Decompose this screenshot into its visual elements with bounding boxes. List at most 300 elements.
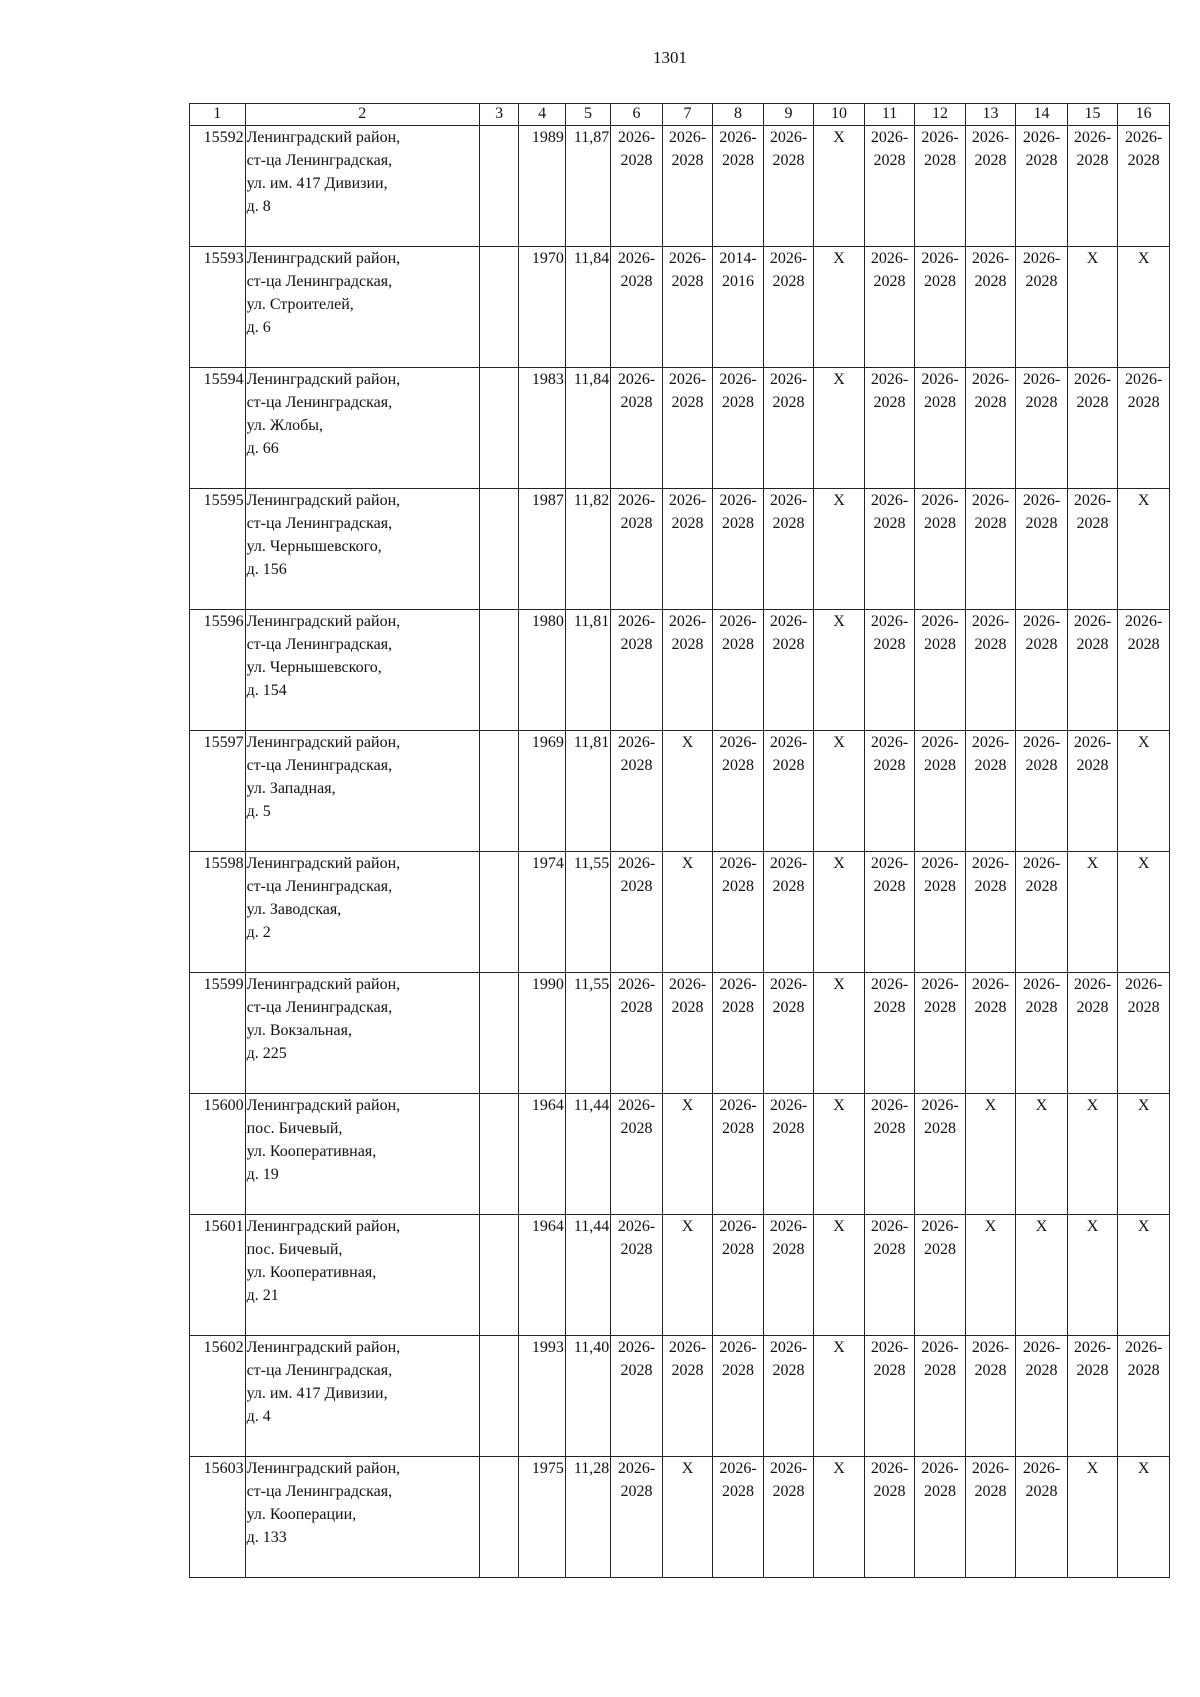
- column-header-14: 14: [1016, 104, 1068, 126]
- period-start: 2026-: [971, 129, 1010, 146]
- period-end: 2028: [974, 1362, 1007, 1379]
- value-cell: 11,82: [565, 489, 610, 610]
- period-cell-col-14: [1016, 489, 1068, 610]
- address-line: д. 2: [246, 924, 271, 941]
- period-cell-col-10: [814, 489, 865, 610]
- period-cell-col-7: [662, 1215, 713, 1336]
- table-row: [190, 1215, 1170, 1336]
- value-cell: 11,40: [565, 1336, 610, 1457]
- period-start: Х: [833, 734, 845, 751]
- year-cell: 1969: [519, 731, 565, 852]
- period-start: 2026-: [921, 129, 959, 146]
- period-cell-col-10: [814, 126, 865, 247]
- period-cell-col-16: [1118, 126, 1170, 247]
- period-start: 2026-: [719, 613, 757, 630]
- period-cell-col-16: [1118, 1094, 1170, 1215]
- record-number: 15601: [190, 1215, 246, 1336]
- period-end: 2028: [620, 636, 653, 653]
- period-end: 2028: [974, 999, 1007, 1016]
- period-cell-col-9: [763, 852, 814, 973]
- period-cell-col-14: [1016, 610, 1068, 731]
- period-cell-col-10: [814, 973, 865, 1094]
- period-end: 2028: [1025, 1362, 1058, 1379]
- period-end: 2028: [671, 394, 704, 411]
- period-start: 2026-: [617, 371, 656, 388]
- period-start: 2026-: [971, 1339, 1010, 1356]
- column-header-5: 5: [565, 104, 610, 126]
- period-start: Х: [833, 492, 845, 509]
- period-cell-col-8: [713, 731, 764, 852]
- period-cell-col-12: [915, 731, 966, 852]
- period-end: 2028: [772, 1362, 805, 1379]
- period-end: 2028: [974, 1483, 1007, 1500]
- period-start: 2026-: [1022, 613, 1061, 630]
- column-header-15: 15: [1067, 104, 1118, 126]
- period-end: 2028: [1025, 394, 1058, 411]
- period-start: Х: [1137, 492, 1150, 509]
- address-line: Ленинградский район,: [246, 613, 401, 630]
- period-end: 2028: [974, 394, 1007, 411]
- period-start: 2026-: [1073, 492, 1112, 509]
- period-end: 2028: [722, 757, 755, 774]
- address-line: пос. Бичевый,: [246, 1120, 343, 1137]
- period-end: 2028: [974, 152, 1007, 169]
- registry-table: [189, 103, 1170, 1578]
- period-cell-col-12: [915, 247, 966, 368]
- address-cell: [245, 852, 479, 973]
- period-start: 2026-: [668, 976, 707, 993]
- period-end: 2028: [1025, 273, 1058, 290]
- table-row: [190, 368, 1170, 489]
- period-end: 2028: [1127, 636, 1160, 653]
- table-body: [190, 126, 1170, 1578]
- period-cell-col-13: [965, 368, 1016, 489]
- period-start: 2026-: [617, 129, 656, 146]
- period-start: 2026-: [668, 492, 707, 509]
- record-number: 15599: [190, 973, 246, 1094]
- column-header-4: 4: [519, 104, 565, 126]
- period-cell-col-15: [1067, 1336, 1118, 1457]
- page-number: 1301: [653, 48, 687, 67]
- period-cell-col-16: [1118, 852, 1170, 973]
- period-cell-col-7: [662, 1336, 713, 1457]
- period-start: 2026-: [1124, 613, 1163, 630]
- period-start: Х: [984, 1218, 997, 1235]
- value-cell: 11,81: [565, 731, 610, 852]
- period-cell-col-12: [915, 852, 966, 973]
- period-cell-col-11: [864, 852, 915, 973]
- column-header-8: 8: [713, 104, 764, 126]
- period-cell-col-9: [763, 126, 814, 247]
- period-end: 2028: [671, 273, 704, 290]
- period-start: 2026-: [617, 613, 656, 630]
- period-end: 2028: [772, 1483, 805, 1500]
- period-start: 2026-: [769, 1218, 808, 1235]
- record-number: 15603: [190, 1457, 246, 1578]
- period-cell-col-9: [763, 1215, 814, 1336]
- period-cell-col-14: [1016, 126, 1068, 247]
- period-start: 2026-: [1124, 129, 1163, 146]
- address-line: ст-ца Ленинградская,: [246, 152, 393, 169]
- address-line: ст-ца Ленинградская,: [246, 394, 393, 411]
- value-cell: 11,84: [565, 368, 610, 489]
- period-end: 2028: [722, 1120, 755, 1137]
- period-end: 2028: [620, 515, 653, 532]
- period-end: 2028: [924, 1362, 957, 1379]
- period-cell-col-8: [713, 1215, 764, 1336]
- period-start: 2026-: [719, 1339, 757, 1356]
- period-start: 2026-: [1073, 976, 1112, 993]
- period-cell-col-16: [1118, 1215, 1170, 1336]
- period-end: 2028: [772, 1120, 805, 1137]
- period-start: 2026-: [1022, 492, 1061, 509]
- address-cell: [245, 1336, 479, 1457]
- address-line: Ленинградский район,: [246, 492, 401, 509]
- period-cell-col-12: [915, 1336, 966, 1457]
- period-end: 2028: [772, 757, 805, 774]
- period-end: 2028: [1127, 999, 1160, 1016]
- period-start: Х: [1137, 1218, 1150, 1235]
- period-start: 2026-: [769, 492, 808, 509]
- period-end: 2028: [671, 152, 704, 169]
- period-start: 2026-: [870, 492, 909, 509]
- year-cell: 1980: [519, 610, 565, 731]
- period-end: 2028: [1076, 1362, 1109, 1379]
- period-cell-col-14: [1016, 1094, 1068, 1215]
- period-start: Х: [681, 1218, 694, 1235]
- period-start: Х: [833, 1218, 845, 1235]
- period-start: Х: [1086, 1218, 1099, 1235]
- address-line: ул. Чернышевского,: [246, 538, 382, 555]
- address-line: ул. Кооперативная,: [246, 1264, 377, 1281]
- period-end: 2028: [974, 757, 1007, 774]
- period-start: 2026-: [971, 371, 1010, 388]
- period-cell-col-16: [1118, 731, 1170, 852]
- period-cell-col-11: [864, 247, 915, 368]
- period-cell-col-7: [662, 368, 713, 489]
- period-start: 2026-: [769, 1460, 808, 1477]
- period-end: 2028: [772, 636, 805, 653]
- period-start: 2026-: [870, 1339, 909, 1356]
- period-cell-col-11: [864, 731, 915, 852]
- period-end: 2028: [873, 1362, 906, 1379]
- address-line: д. 21: [246, 1287, 279, 1304]
- period-cell-col-15: [1067, 610, 1118, 731]
- period-cell-col-8: [713, 852, 764, 973]
- table-row: [190, 1094, 1170, 1215]
- table-row: [190, 610, 1170, 731]
- address-line: ул. Чернышевского,: [246, 659, 382, 676]
- record-number: 15600: [190, 1094, 246, 1215]
- address-line: Ленинградский район,: [246, 976, 401, 993]
- period-cell-col-11: [864, 973, 915, 1094]
- period-start: Х: [833, 1339, 845, 1356]
- period-end: 2028: [722, 1362, 755, 1379]
- period-cell-col-14: [1016, 368, 1068, 489]
- address-line: Ленинградский район,: [246, 250, 401, 267]
- period-end: 2028: [772, 1241, 805, 1258]
- period-end: 2028: [1025, 152, 1058, 169]
- address-cell: [245, 731, 479, 852]
- address-line: д. 154: [246, 682, 287, 699]
- column-header-10: 10: [814, 104, 865, 126]
- period-start: Х: [681, 1097, 694, 1114]
- column-3-cell: [479, 973, 518, 1094]
- period-start: 2026-: [1073, 613, 1112, 630]
- period-start: Х: [833, 855, 845, 872]
- period-cell-col-14: [1016, 1336, 1068, 1457]
- period-start: 2026-: [921, 1218, 959, 1235]
- period-end: 2028: [924, 878, 957, 895]
- record-number: 15594: [190, 368, 246, 489]
- period-end: 2028: [873, 515, 906, 532]
- period-start: 2026-: [1022, 129, 1061, 146]
- period-start: 2026-: [870, 855, 909, 872]
- period-start: 2026-: [617, 976, 656, 993]
- period-end: 2028: [873, 636, 906, 653]
- table-row: [190, 1336, 1170, 1457]
- period-start: 2026-: [1022, 371, 1061, 388]
- period-end: 2028: [924, 515, 957, 532]
- period-start: Х: [1086, 250, 1099, 267]
- column-3-cell: [479, 610, 518, 731]
- period-cell-col-7: [662, 731, 713, 852]
- column-header-11: 11: [864, 104, 915, 126]
- period-start: 2026-: [719, 976, 757, 993]
- period-cell-col-13: [965, 1215, 1016, 1336]
- period-start: 2026-: [921, 492, 959, 509]
- period-end: 2028: [620, 273, 653, 290]
- period-start: 2026-: [617, 1460, 656, 1477]
- record-number: 15598: [190, 852, 246, 973]
- period-start: 2026-: [617, 1218, 656, 1235]
- address-cell: [245, 126, 479, 247]
- period-end: 2028: [620, 1241, 653, 1258]
- period-cell-col-15: [1067, 126, 1118, 247]
- period-cell-col-16: [1118, 489, 1170, 610]
- year-cell: 1989: [519, 126, 565, 247]
- period-start: 2026-: [668, 613, 707, 630]
- period-end: 2028: [671, 636, 704, 653]
- period-end: 2028: [620, 152, 653, 169]
- address-line: ул. Кооперации,: [246, 1506, 357, 1523]
- header-row: [190, 104, 1170, 126]
- period-start: Х: [1137, 1460, 1150, 1477]
- period-start: 2026-: [921, 613, 959, 630]
- value-cell: 11,28: [565, 1457, 610, 1578]
- period-cell-col-12: [915, 368, 966, 489]
- period-cell-col-7: [662, 1457, 713, 1578]
- period-cell-col-11: [864, 1457, 915, 1578]
- period-end: 2028: [722, 1241, 755, 1258]
- period-end: 2028: [873, 1120, 906, 1137]
- period-cell-col-6: [611, 489, 663, 610]
- address-line: ул. Кооперативная,: [246, 1143, 377, 1160]
- value-cell: 11,81: [565, 610, 610, 731]
- period-end: 2028: [924, 394, 957, 411]
- period-end: 2028: [722, 394, 755, 411]
- period-cell-col-7: [662, 126, 713, 247]
- period-start: 2026-: [668, 250, 707, 267]
- table-row: [190, 126, 1170, 247]
- period-start: 2026-: [1124, 976, 1163, 993]
- period-end: 2028: [924, 1120, 957, 1137]
- period-start: 2026-: [719, 492, 757, 509]
- period-start: 2026-: [1124, 371, 1163, 388]
- period-start: 2026-: [769, 129, 808, 146]
- period-end: 2028: [873, 757, 906, 774]
- period-cell-col-7: [662, 489, 713, 610]
- period-end: 2028: [671, 999, 704, 1016]
- period-end: 2028: [873, 394, 906, 411]
- address-line: ул. Жлобы,: [246, 417, 324, 434]
- address-line: Ленинградский район,: [246, 1339, 401, 1356]
- period-end: 2028: [671, 515, 704, 532]
- period-end: 2028: [722, 515, 755, 532]
- period-cell-col-9: [763, 489, 814, 610]
- period-end: 2028: [1076, 999, 1109, 1016]
- period-start: 2026-: [1073, 734, 1112, 751]
- period-cell-col-7: [662, 852, 713, 973]
- period-cell-col-6: [611, 610, 663, 731]
- period-cell-col-12: [915, 610, 966, 731]
- address-line: ст-ца Ленинградская,: [246, 1362, 393, 1379]
- period-end: 2028: [772, 394, 805, 411]
- column-3-cell: [479, 489, 518, 610]
- period-cell-col-12: [915, 126, 966, 247]
- period-start: 2026-: [870, 129, 909, 146]
- year-cell: 1970: [519, 247, 565, 368]
- period-cell-col-10: [814, 731, 865, 852]
- value-cell: 11,55: [565, 852, 610, 973]
- period-end: 2028: [974, 273, 1007, 290]
- period-end: 2028: [924, 273, 957, 290]
- period-end: 2028: [974, 878, 1007, 895]
- period-start: 2026-: [1022, 855, 1061, 872]
- period-end: 2028: [772, 152, 805, 169]
- period-cell-col-16: [1118, 973, 1170, 1094]
- period-start: 2026-: [921, 855, 959, 872]
- address-cell: [245, 610, 479, 731]
- period-start: 2026-: [769, 976, 808, 993]
- period-start: Х: [681, 855, 694, 872]
- period-start: Х: [1137, 855, 1150, 872]
- column-header-12: 12: [915, 104, 966, 126]
- period-start: 2026-: [870, 1218, 909, 1235]
- column-header-9: 9: [763, 104, 814, 126]
- period-cell-col-12: [915, 1457, 966, 1578]
- period-end: 2028: [924, 636, 957, 653]
- address-line: Ленинградский район,: [246, 734, 401, 751]
- table-row: [190, 247, 1170, 368]
- period-end: 2028: [1127, 1362, 1160, 1379]
- period-start: Х: [1086, 855, 1099, 872]
- period-start: 2026-: [870, 734, 909, 751]
- column-header-6: 6: [611, 104, 663, 126]
- period-start: 2026-: [870, 1097, 909, 1114]
- period-cell-col-13: [965, 852, 1016, 973]
- period-end: 2028: [722, 1483, 755, 1500]
- period-cell-col-16: [1118, 368, 1170, 489]
- period-cell-col-13: [965, 489, 1016, 610]
- period-cell-col-13: [965, 1336, 1016, 1457]
- period-end: 2028: [1025, 636, 1058, 653]
- period-end: 2028: [671, 1362, 704, 1379]
- period-cell-col-8: [713, 489, 764, 610]
- period-cell-col-10: [814, 247, 865, 368]
- period-cell-col-8: [713, 610, 764, 731]
- period-end: 2028: [1076, 515, 1109, 532]
- value-cell: 11,87: [565, 126, 610, 247]
- period-cell-col-14: [1016, 1215, 1068, 1336]
- address-line: ул. Заводская,: [246, 901, 342, 918]
- address-line: ул. Вокзальная,: [246, 1022, 352, 1039]
- period-end: 2028: [772, 878, 805, 895]
- period-cell-col-13: [965, 731, 1016, 852]
- period-cell-col-11: [864, 489, 915, 610]
- period-cell-col-15: [1067, 247, 1118, 368]
- address-line: д. 5: [246, 803, 271, 820]
- period-cell-col-11: [864, 1215, 915, 1336]
- period-end: 2028: [924, 1483, 957, 1500]
- period-cell-col-6: [611, 1336, 663, 1457]
- period-cell-col-10: [814, 1215, 865, 1336]
- address-cell: [245, 973, 479, 1094]
- period-start: 2026-: [870, 371, 909, 388]
- address-line: Ленинградский район,: [246, 371, 401, 388]
- period-start: Х: [1086, 1460, 1099, 1477]
- period-start: Х: [833, 129, 845, 146]
- period-end: 2028: [620, 1483, 653, 1500]
- period-cell-col-8: [713, 247, 764, 368]
- period-start: 2026-: [617, 855, 656, 872]
- period-cell-col-14: [1016, 247, 1068, 368]
- column-3-cell: [479, 1215, 518, 1336]
- period-start: 2026-: [769, 734, 808, 751]
- period-end: 2028: [924, 999, 957, 1016]
- period-cell-col-8: [713, 973, 764, 1094]
- period-start: Х: [1035, 1218, 1048, 1235]
- period-end: 2028: [1025, 515, 1058, 532]
- period-start: 2026-: [1022, 976, 1061, 993]
- period-cell-col-6: [611, 1457, 663, 1578]
- period-end: 2028: [620, 1362, 653, 1379]
- address-line: д. 19: [246, 1166, 279, 1183]
- period-start: Х: [1137, 1097, 1150, 1114]
- period-cell-col-16: [1118, 247, 1170, 368]
- period-start: 2026-: [921, 1339, 959, 1356]
- period-end: 2028: [974, 636, 1007, 653]
- period-start: Х: [833, 613, 845, 630]
- column-3-cell: [479, 1457, 518, 1578]
- address-cell: [245, 247, 479, 368]
- address-line: ст-ца Ленинградская,: [246, 515, 393, 532]
- address-cell: [245, 1457, 479, 1578]
- period-cell-col-7: [662, 973, 713, 1094]
- period-start: 2026-: [617, 1097, 656, 1114]
- address-line: д. 6: [246, 319, 271, 336]
- period-start: 2026-: [617, 734, 656, 751]
- period-end: 2028: [873, 878, 906, 895]
- period-end: 2028: [1127, 152, 1160, 169]
- period-cell-col-15: [1067, 489, 1118, 610]
- period-end: 2028: [620, 1120, 653, 1137]
- period-cell-col-10: [814, 1457, 865, 1578]
- period-cell-col-6: [611, 973, 663, 1094]
- column-3-cell: [479, 247, 518, 368]
- address-cell: [245, 489, 479, 610]
- period-end: 2028: [1025, 1483, 1058, 1500]
